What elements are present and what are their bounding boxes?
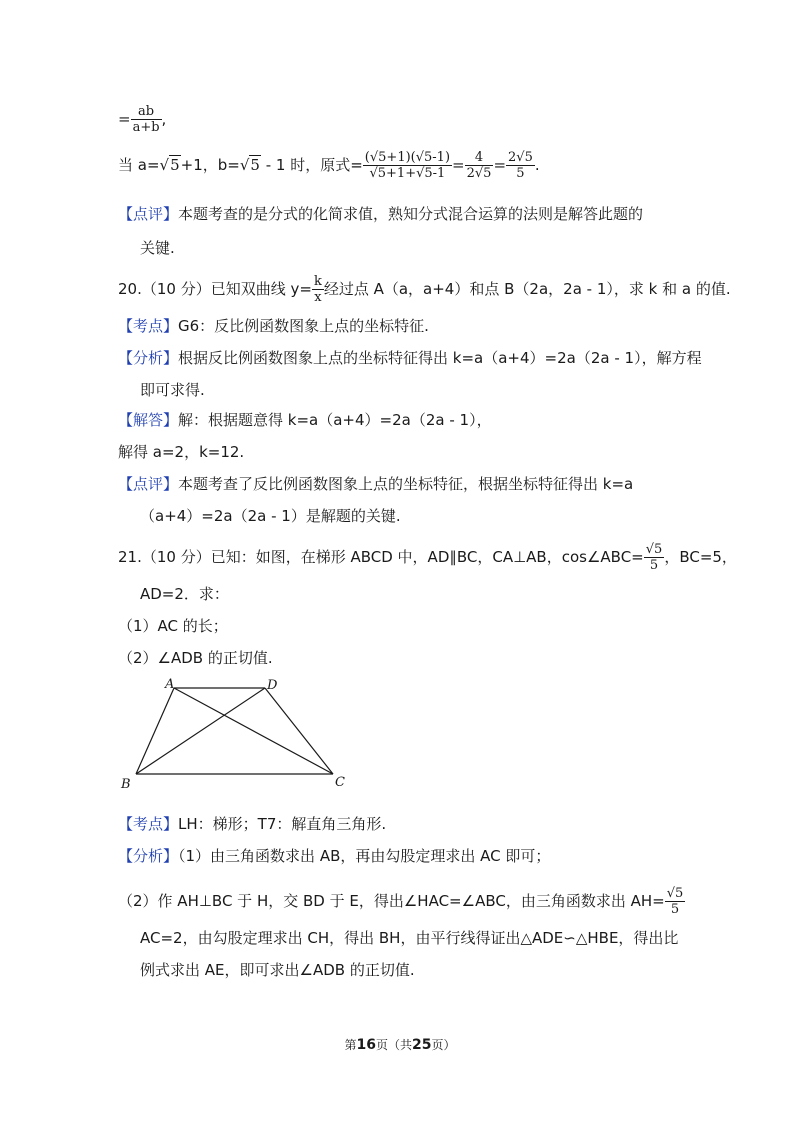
page-footer: 第16页（共25页） bbox=[344, 1037, 456, 1053]
q20-review-line-2: （a+4）=2a（2a - 1）是解题的关键. bbox=[140, 507, 401, 525]
vertex-label-c: C bbox=[335, 775, 345, 790]
question-20: 20.（10 分）已知双曲线 y= $\frac{k}{x}$ 经过点 A（a，a+4）和点 B（2a，2a - 1），求 k 和 a 的值. bbox=[118, 274, 731, 305]
question-21: 21.（10 分）已知：如图，在梯形 ABCD 中，AD∥BC，CA⊥AB，cos∠ABC= $\frac{√5}{5}$ ，BC=5， bbox=[118, 542, 737, 573]
vertex-label-b: B bbox=[121, 777, 131, 792]
top-equation: = $\frac{ab}{a+b}$ , bbox=[118, 104, 167, 135]
q21-analysis-line-1: 【分析】（1）由三角函数求出 AB，再由勾股定理求出 AC 即可； bbox=[118, 847, 551, 865]
vertex-label-d: D bbox=[267, 678, 278, 693]
diagonal-ac bbox=[174, 688, 333, 774]
fraction-root5-over-5: $\frac{√5}{5}$ bbox=[645, 542, 663, 573]
vertex-label-a: A bbox=[165, 677, 175, 692]
q21-analysis-line-4: 例式求出 AE，即可求出∠ADB 的正切值. bbox=[140, 961, 415, 979]
q20-solution-line-1: 【解答】解：根据题意得 k=a（a+4）=2a（2a - 1）， bbox=[118, 411, 492, 429]
fraction-root5-over-5-ah: $\frac{√5}{5}$ bbox=[666, 886, 684, 917]
edge-dc bbox=[265, 688, 333, 774]
q20-analysis-line-1: 【分析】根据反比例函数图象上点的坐标特征得出 k=a（a+4）=2a（2a - 1），解方程 bbox=[118, 349, 702, 367]
substitution-line: 当 a=√5+1，b=√5 - 1 时，原式= $\frac{(√5+1)(√5-1)}{√5+1+√5-1}$ = $\frac{4}{2√5}$ = $\frac{2√5}{5}$ . bbox=[118, 150, 540, 181]
trapezoid-figure bbox=[118, 676, 358, 794]
review-1-line-2: 关键. bbox=[140, 239, 175, 257]
q20-solution-line-2: 解得 a=2，k=12. bbox=[118, 443, 245, 461]
review-1-line-1: 【点评】本题考查的是分式的化简求值，熟知分式混合运算的法则是解答此题的 bbox=[118, 205, 644, 223]
page-number: 16 bbox=[356, 1037, 376, 1053]
review-tag: 【点评】 bbox=[118, 205, 179, 223]
q20-analysis-line-2: 即可求得. bbox=[140, 381, 205, 399]
question-21-part-1: （1）AC 的长； bbox=[118, 617, 228, 635]
q21-point: 【考点】LH：梯形；T7：解直角三角形. bbox=[118, 815, 387, 833]
page-total: 25 bbox=[412, 1037, 432, 1053]
solution-tag: 【解答】 bbox=[118, 411, 179, 429]
q21-analysis-line-3: AC=2，由勾股定理求出 CH，得出 BH，由平行线得证出△ADE∽△HBE，得出比 bbox=[140, 929, 679, 947]
point-tag: 【考点】 bbox=[118, 317, 179, 335]
fraction-4-over-2root5: $\frac{4}{2√5}$ bbox=[466, 150, 492, 181]
analysis-tag: 【分析】 bbox=[118, 349, 179, 367]
q21-analysis-line-2: （2）作 AH⊥BC 于 H，交 BD 于 E，得出∠HAC=∠ABC，由三角函数求出 AH= $\frac{√5}{5}$ bbox=[118, 886, 684, 917]
q20-point: 【考点】G6：反比例函数图象上点的坐标特征. bbox=[118, 317, 429, 335]
analysis-tag: 【分析】 bbox=[118, 847, 179, 865]
fraction-ab-over-a-plus-b: $\frac{ab}{a+b}$ bbox=[132, 104, 160, 135]
fraction-2root5-over-5: $\frac{2√5}{5}$ bbox=[508, 150, 533, 181]
q20-review-line-1: 【点评】本题考查了反比例函数图象上点的坐标特征，根据坐标特征得出 k=a bbox=[118, 475, 634, 493]
fraction-k-over-x: $\frac{k}{x}$ bbox=[313, 274, 322, 305]
fraction-original: $\frac{(√5+1)(√5-1)}{√5+1+√5-1}$ bbox=[364, 150, 451, 181]
question-21-part-2: （2）∠ADB 的正切值. bbox=[118, 649, 273, 667]
equals-sign: = bbox=[118, 110, 131, 128]
question-21-line-2: AD=2．求： bbox=[140, 585, 229, 603]
point-tag: 【考点】 bbox=[118, 815, 179, 833]
review-tag: 【点评】 bbox=[118, 475, 179, 493]
